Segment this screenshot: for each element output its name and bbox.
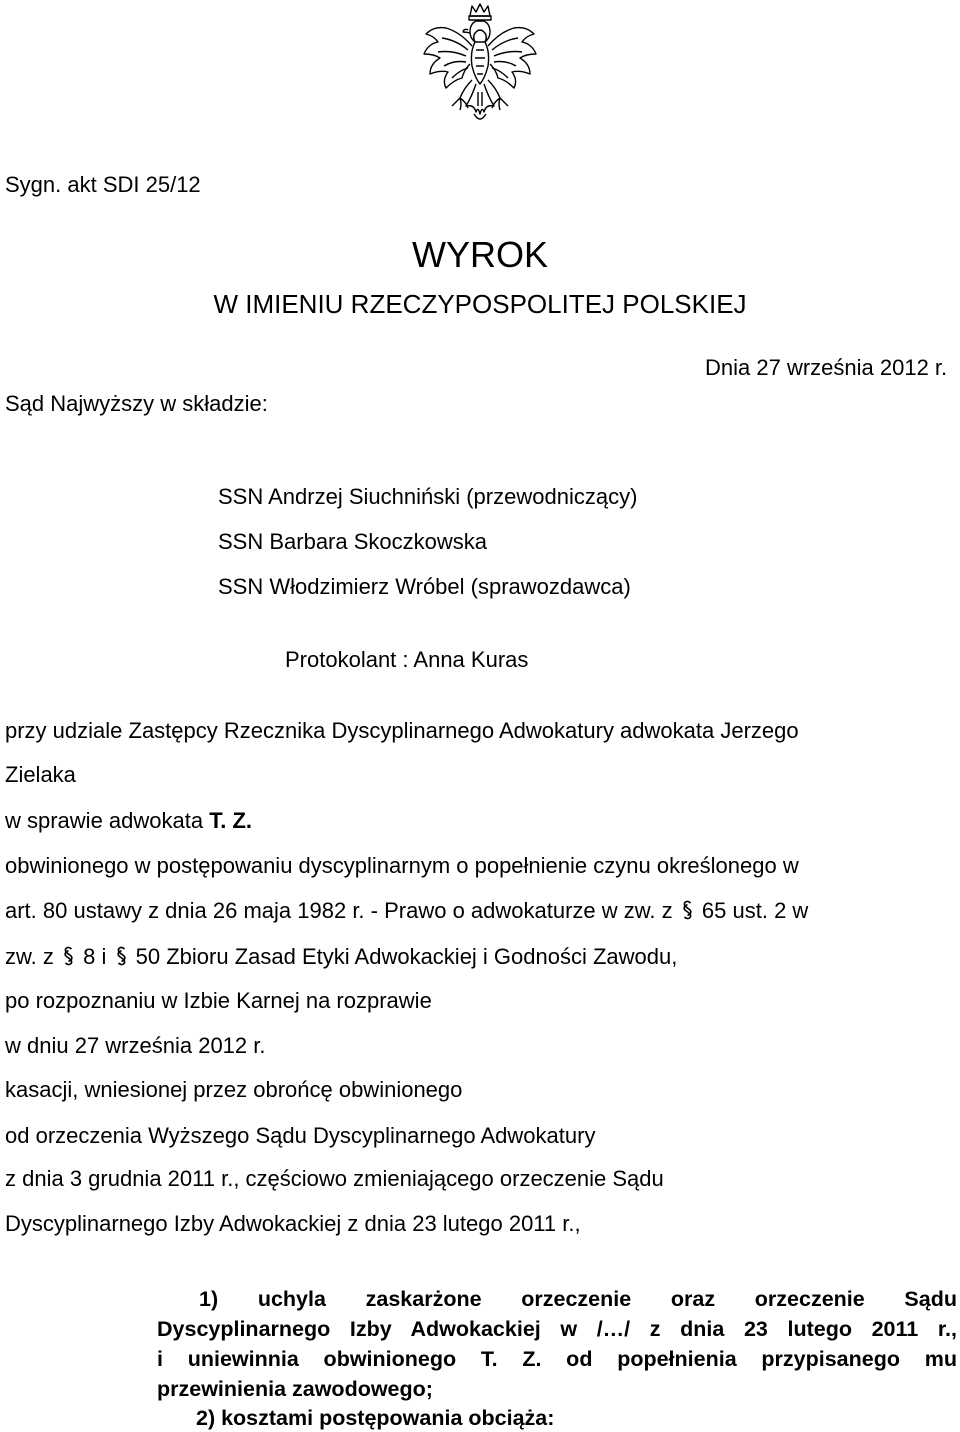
ethics-ref-a: zw. z bbox=[5, 944, 54, 969]
judge-rapporteur: SSN Włodzimierz Wróbel (sprawozdawca) bbox=[218, 574, 631, 599]
body-line-10: od orzeczenia Wyższego Sądu Dyscyplinarnego Adwokatury bbox=[5, 1123, 596, 1148]
body-line-5 bbox=[5, 898, 808, 924]
case-intro: w sprawie adwokata bbox=[5, 808, 210, 833]
body-line-11: z dnia 3 grudnia 2011 r., częściowo zmieniającego orzeczenie Sądu bbox=[5, 1166, 664, 1191]
body-line-4: obwinionego w postępowaniu dyscyplinarnym o popełnienie czynu określonego w bbox=[5, 853, 799, 878]
ruling-line-2: Dyscyplinarnego Izby Adwokackiej w /…/ z dnia 23 lutego 2011 r., bbox=[157, 1317, 957, 1341]
ethics-ref-b: 8 i bbox=[83, 944, 107, 969]
court-clerk: Protokolant : Anna Kuras bbox=[285, 647, 529, 672]
section-sign-icon bbox=[681, 899, 694, 921]
ruling-line-4: przewinienia zawodowego; bbox=[157, 1377, 433, 1401]
case-signature: Sygn. akt SDI 25/12 bbox=[5, 172, 201, 197]
body-line-7: po rozpoznaniu w Izbie Karnej na rozprawie bbox=[5, 988, 432, 1013]
body-line-1: przy udziale Zastępcy Rzecznika Dyscyplinarnego Adwokatury adwokata Jerzego bbox=[5, 718, 799, 743]
section-sign-icon bbox=[115, 945, 128, 967]
body-line-8: w dniu 27 września 2012 r. bbox=[5, 1033, 266, 1058]
body-line-9: kasacji, wniesionej przez obrońcę obwinionego bbox=[5, 1077, 463, 1102]
statute-reference: art. 80 ustawy z dnia 26 maja 1982 r. - Prawo o adwokaturze w zw. z bbox=[5, 898, 673, 923]
document-title: WYROK bbox=[411, 234, 548, 275]
section-sign-icon bbox=[62, 945, 75, 967]
judge-member: SSN Barbara Skoczkowska bbox=[218, 529, 487, 554]
body-line-3 bbox=[5, 808, 252, 834]
judgment-date: Dnia 27 września 2012 r. bbox=[705, 355, 948, 380]
body-line-2: Zielaka bbox=[5, 762, 76, 787]
ruling-point-2: 2) kosztami postępowania obciąża: bbox=[196, 1406, 555, 1430]
polish-eagle-emblem bbox=[420, 2, 540, 130]
defendant-initials: T. Z. bbox=[209, 808, 252, 833]
body-line-12: Dyscyplinarnego Izby Adwokackiej z dnia 23 lutego 2011 r., bbox=[5, 1211, 581, 1236]
ruling-line-1: 1) uchyla zaskarżone orzeczenie oraz orzeczenie Sądu bbox=[199, 1287, 957, 1311]
statute-paragraph: 65 ust. 2 w bbox=[701, 898, 809, 923]
court-composition-label: Sąd Najwyższy w składzie: bbox=[5, 391, 268, 416]
body-line-6 bbox=[5, 944, 677, 970]
judge-presiding: SSN Andrzej Siuchniński (przewodniczący) bbox=[218, 484, 638, 509]
document-subtitle: W IMIENIU RZECZYPOSPOLITEJ POLSKIEJ bbox=[213, 289, 747, 319]
ethics-ref-c: 50 Zbioru Zasad Etyki Adwokackiej i Godności Zawodu, bbox=[135, 944, 678, 969]
ruling-point-1 bbox=[157, 1286, 957, 1312]
ruling-line-3: i uniewinnia obwinionego T. Z. od popełnienia przypisanego mu bbox=[157, 1347, 957, 1371]
